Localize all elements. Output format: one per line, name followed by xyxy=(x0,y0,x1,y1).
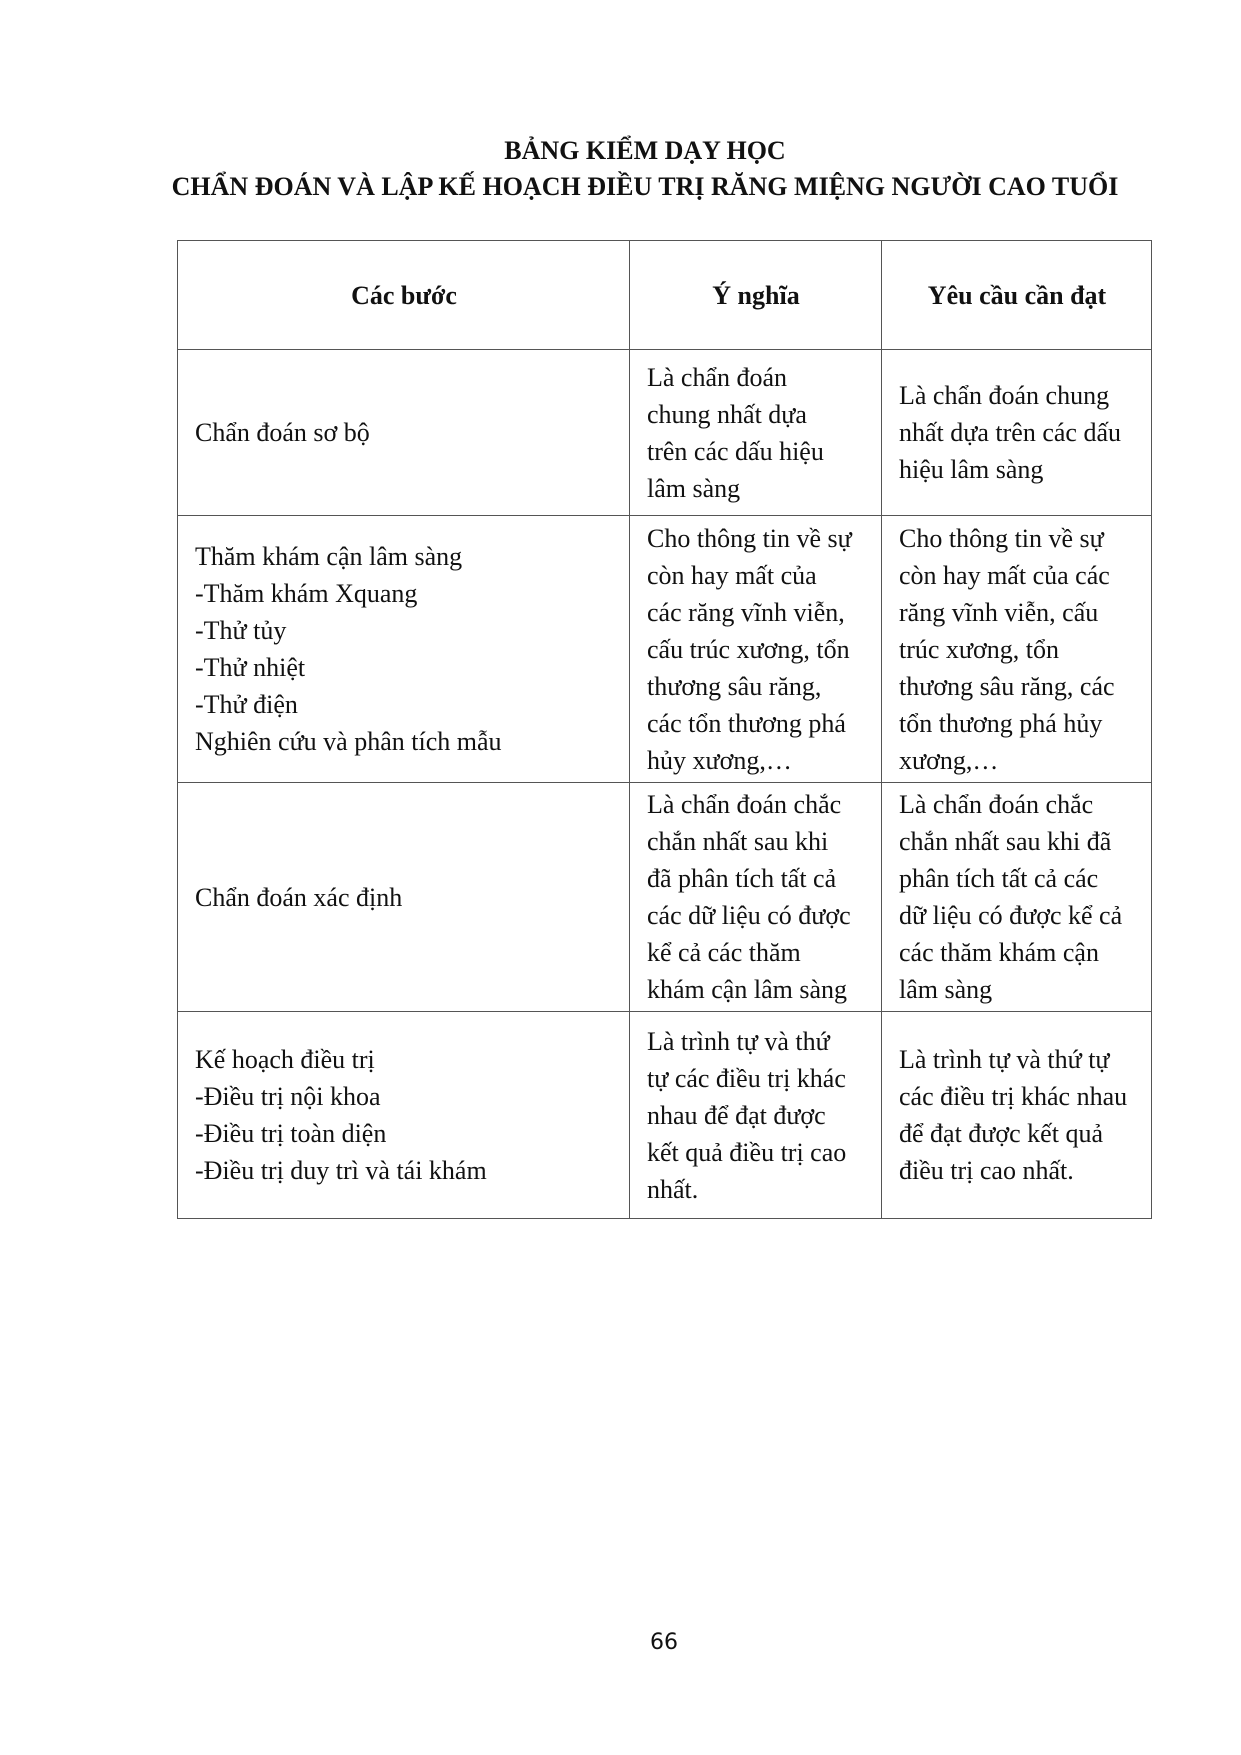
page-number: 66 xyxy=(650,1630,678,1655)
header-requirements: Yêu cầu cần đạt xyxy=(882,241,1152,350)
cell-line: Cho thông tin về sự xyxy=(647,523,852,553)
cell-line: Nghiên cứu và phân tích mẫu xyxy=(195,727,502,756)
steps-cell xyxy=(178,783,630,1012)
cell-line: Là chẩn đoán chắc xyxy=(647,790,842,819)
cell-line: -Thử điện xyxy=(195,690,298,719)
requirements-cell xyxy=(882,516,1152,783)
cell-line: nhau để đạt được xyxy=(647,1100,826,1130)
steps-cell xyxy=(178,350,630,516)
cell-line: còn hay mất của các xyxy=(899,560,1110,590)
cell-line: -Thử nhiệt xyxy=(195,653,306,682)
cell-line: các răng vĩnh viễn, xyxy=(647,597,845,627)
document-subtitle: CHẨN ĐOÁN VÀ LẬP KẾ HOẠCH ĐIỀU TRỊ RĂNG MIỆNG NGƯỜI CAO TUỔI xyxy=(171,172,1119,201)
cell-line: khám cận lâm sàng xyxy=(647,975,847,1004)
cell-line: còn hay mất của xyxy=(647,560,817,590)
meaning-cell xyxy=(630,783,882,1012)
cell-line: xương,… xyxy=(899,745,999,775)
document-title: BẢNG KIỂM DẠY HỌC xyxy=(504,136,786,165)
cell-line: răng vĩnh viễn, cấu xyxy=(899,597,1099,627)
checklist-table xyxy=(177,240,1152,1219)
cell-line: các điều trị khác nhau xyxy=(899,1082,1128,1111)
cell-line: để đạt được kết quả xyxy=(899,1119,1103,1148)
cell-line: tổn thương phá hủy xyxy=(899,708,1103,738)
cell-line: lâm sàng xyxy=(647,473,741,503)
cell-line: chắn nhất sau khi đã xyxy=(899,827,1112,856)
cell-line: lâm sàng xyxy=(899,975,993,1004)
cell-line: trên các dấu hiệu xyxy=(647,436,824,466)
cell-line: phân tích tất cả các xyxy=(899,864,1099,893)
header-steps: Các bước xyxy=(178,241,630,350)
requirements-cell xyxy=(882,1012,1152,1219)
cell-line: Là trình tự và thứ tự xyxy=(899,1045,1110,1074)
cell-line: Là chẩn đoán xyxy=(647,362,788,392)
table-row xyxy=(178,783,1152,1012)
cell-line: chắn nhất sau khi xyxy=(647,827,829,856)
requirements-cell xyxy=(882,350,1152,516)
meaning-cell xyxy=(630,516,882,783)
requirements-cell xyxy=(882,783,1152,1012)
steps-cell xyxy=(178,516,630,783)
meaning-cell xyxy=(630,350,882,516)
cell-line: -Điều trị duy trì và tái khám xyxy=(195,1156,487,1185)
cell-line: Là chẩn đoán chắc xyxy=(899,790,1094,819)
meaning-cell xyxy=(630,1012,882,1219)
cell-line: Kế hoạch điều trị xyxy=(195,1045,375,1074)
cell-line: Là chẩn đoán chung xyxy=(899,381,1110,410)
cell-line: Chẩn đoán sơ bộ xyxy=(195,418,370,447)
cell-line: chung nhất dựa xyxy=(647,399,807,429)
cell-line: Cho thông tin về sự xyxy=(899,523,1104,553)
cell-line: tự các điều trị khác xyxy=(647,1063,846,1093)
table-row xyxy=(178,1012,1152,1219)
cell-line: Là trình tự và thứ xyxy=(647,1026,830,1056)
cell-line: cấu trúc xương, tổn xyxy=(647,634,850,664)
steps-cell xyxy=(178,1012,630,1219)
cell-line: -Thăm khám Xquang xyxy=(195,579,418,608)
cell-line: các tổn thương phá xyxy=(647,708,846,738)
table-header-row xyxy=(178,241,1152,350)
cell-line: Thăm khám cận lâm sàng xyxy=(195,542,463,571)
table-row xyxy=(178,516,1152,783)
cell-line: điều trị cao nhất. xyxy=(899,1156,1074,1185)
table-row xyxy=(178,350,1152,516)
cell-line: kể cả các thăm xyxy=(647,938,801,967)
cell-line: các thăm khám cận xyxy=(899,938,1099,967)
cell-line: nhất. xyxy=(647,1174,699,1204)
cell-line: hủy xương,… xyxy=(647,745,792,775)
cell-line: các dữ liệu có được xyxy=(647,901,851,930)
cell-line: hiệu lâm sàng xyxy=(899,455,1044,484)
cell-line: -Điều trị nội khoa xyxy=(195,1082,381,1111)
cell-line: -Điều trị toàn diện xyxy=(195,1119,387,1148)
cell-line: Chẩn đoán xác định xyxy=(195,882,403,912)
cell-line: dữ liệu có được kể cả xyxy=(899,901,1123,930)
cell-line: nhất dựa trên các dấu xyxy=(899,418,1121,447)
cell-line: trúc xương, tổn xyxy=(899,634,1059,664)
header-meaning: Ý nghĩa xyxy=(630,241,882,350)
cell-line: thương sâu răng, xyxy=(647,671,822,701)
cell-line: thương sâu răng, các xyxy=(899,671,1115,701)
cell-line: kết quả điều trị cao xyxy=(647,1137,847,1167)
cell-line: -Thử tủy xyxy=(195,616,287,645)
cell-line: đã phân tích tất cả xyxy=(647,864,837,893)
